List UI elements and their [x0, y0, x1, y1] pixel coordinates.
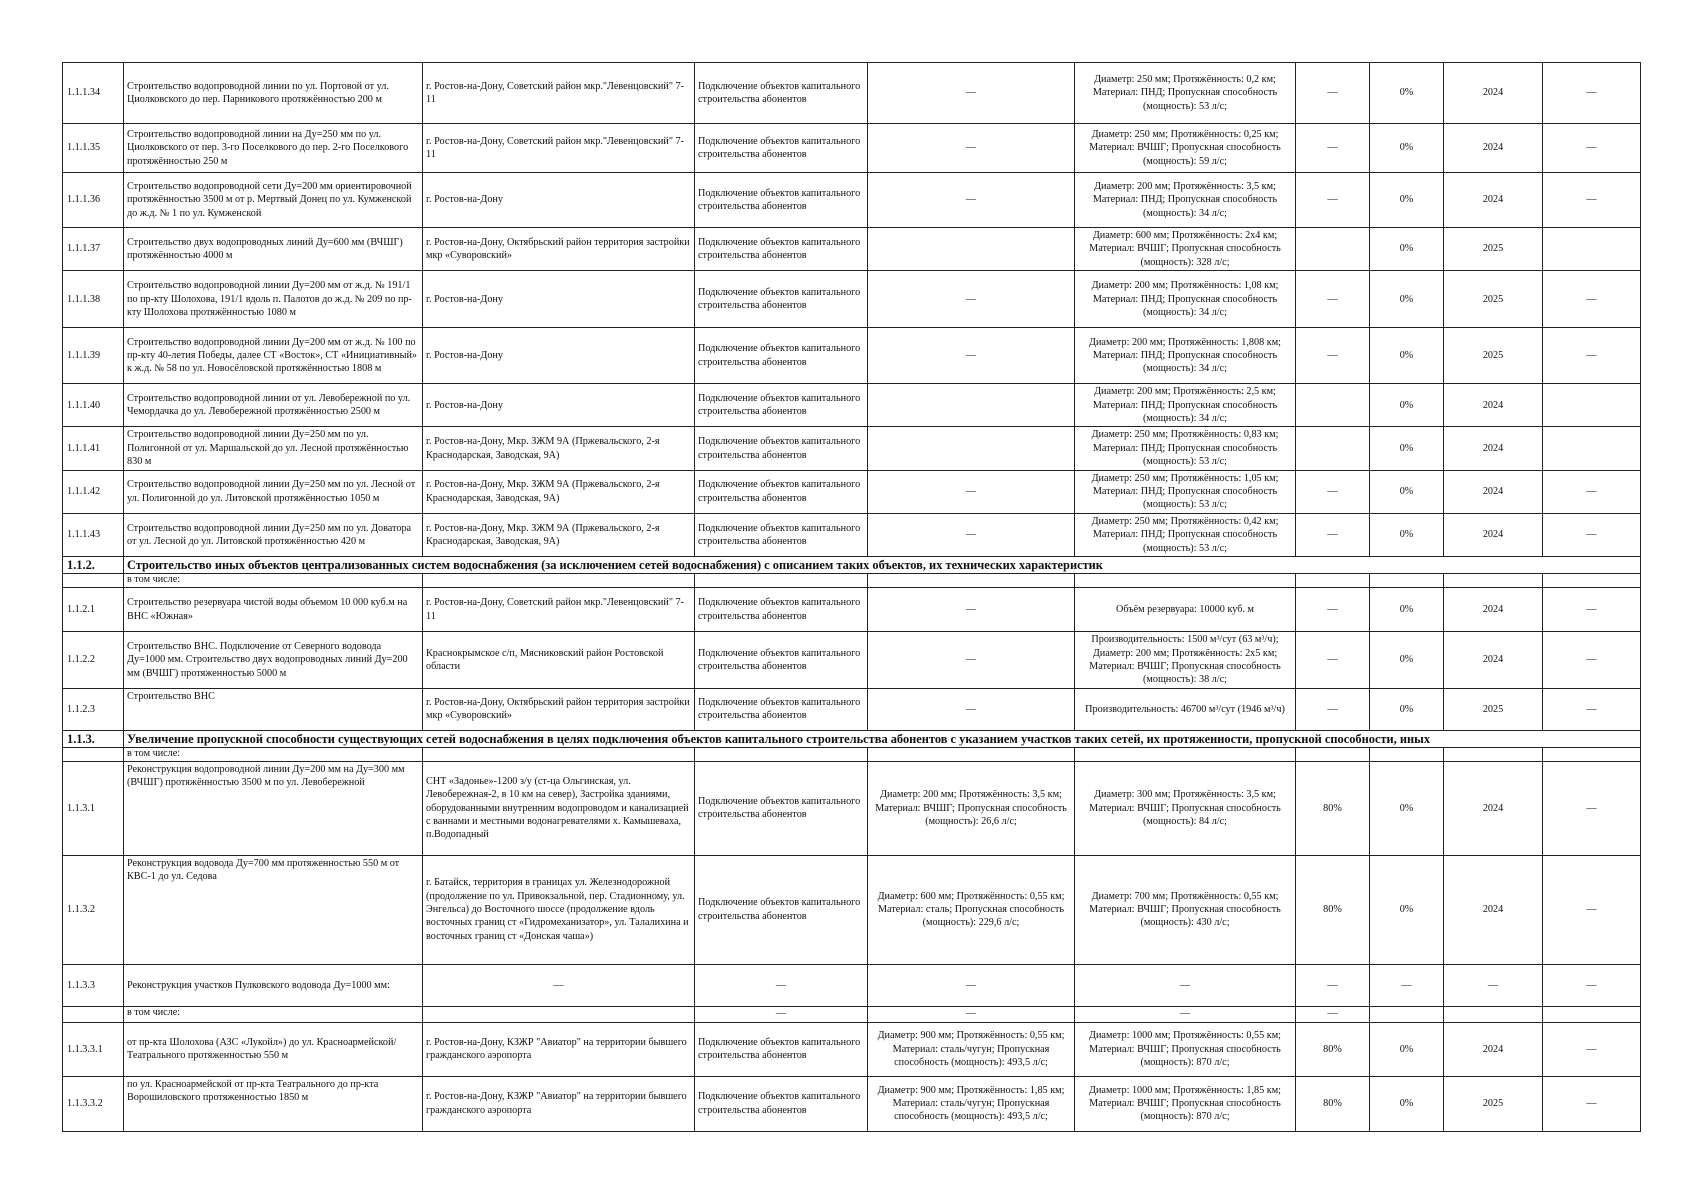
params-before-cell: — — [868, 588, 1075, 632]
params-after-cell — [1075, 574, 1296, 588]
params-after-cell: Диаметр: 1000 мм; Протяжённость: 0,55 км; Материал: ВЧШГ; Пропускная способность (мощность): 870 л/с; — [1075, 1022, 1296, 1076]
year-cell: 2024 — [1444, 513, 1543, 556]
year-cell — [1444, 747, 1543, 761]
row-number — [63, 747, 124, 761]
params-before-cell: — — [868, 124, 1075, 173]
object-name: Строительство резервуара чистой воды объемом 10 000 куб.м на ВНС «Южная» — [124, 588, 423, 632]
section-number: 1.1.2. — [63, 557, 124, 574]
wear-after-cell: 0% — [1370, 513, 1444, 556]
params-before-cell: — — [868, 470, 1075, 513]
row-number: 1.1.3.1 — [63, 761, 124, 855]
wear-after-cell: 0% — [1370, 63, 1444, 124]
wear-before-cell: — — [1296, 271, 1370, 328]
extra-cell: — — [1543, 173, 1641, 228]
row-number: 1.1.2.1 — [63, 588, 124, 632]
wear-after-cell: 0% — [1370, 384, 1444, 427]
row-number: 1.1.3.3.2 — [63, 1076, 124, 1131]
table-body — [63, 63, 1641, 1132]
params-before-cell: Диаметр: 200 мм; Протяжённость: 3,5 км; Материал: ВЧШГ; Пропускная способность (мощность): 26,6 л/с; — [868, 761, 1075, 855]
row-number: 1.1.3.3.1 — [63, 1022, 124, 1076]
row-number: 1.1.3.2 — [63, 855, 124, 964]
params-after-cell: Объём резервуара: 10000 куб. м — [1075, 588, 1296, 632]
table-row — [63, 513, 1641, 556]
purpose-cell: Подключение объектов капитального строительства абонентов — [695, 513, 868, 556]
purpose-cell: — — [695, 964, 868, 1006]
extra-cell: — — [1543, 688, 1641, 730]
extra-cell: — — [1543, 964, 1641, 1006]
object-name: Строительство водопроводной линии от ул. Левобережной по ул. Чемордачка до ул. Левобережной протяжённостью 2500 м — [124, 384, 423, 427]
object-name: Строительство двух водопроводных линий Ду=600 мм (ВЧШГ) протяжённостью 4000 м — [124, 228, 423, 271]
wear-after-cell: 0% — [1370, 632, 1444, 689]
params-before-cell: — — [868, 328, 1075, 384]
purpose-cell: Подключение объектов капитального строительства абонентов — [695, 588, 868, 632]
params-before-cell: Диаметр: 600 мм; Протяжённость: 0,55 км; Материал: сталь; Пропускная способность (мощность): 229,6 л/с; — [868, 855, 1075, 964]
extra-cell: — — [1543, 271, 1641, 328]
table-row — [63, 632, 1641, 689]
location-cell: г. Ростов-на-Дону, Октябрьский район территория застройки мкр «Суворовский» — [423, 688, 695, 730]
object-name: Строительство водопроводной линии Ду=250 мм по ул. Лесной от ул. Полигонной до ул. Литовской протяжённостью 1050 м — [124, 470, 423, 513]
table-row — [63, 427, 1641, 470]
including-row — [63, 574, 1641, 588]
location-cell: г. Ростов-на-Дону, Октябрьский район территория застройки мкр «Суворовский» — [423, 228, 695, 271]
params-before-cell — [868, 747, 1075, 761]
purpose-cell: Подключение объектов капитального строительства абонентов — [695, 124, 868, 173]
params-after-cell: — — [1075, 964, 1296, 1006]
table-row — [63, 688, 1641, 730]
location-cell: г. Ростов-на-Дону, Мкр. ЗЖМ 9А (Пржевальского, 2-я Краснодарская, Заводская, 9А) — [423, 513, 695, 556]
params-after-cell: Диаметр: 200 мм; Протяжённость: 1,08 км; Материал: ПНД; Пропускная способность (мощность): 34 л/с; — [1075, 271, 1296, 328]
table-row — [63, 384, 1641, 427]
row-number: 1.1.3.3 — [63, 964, 124, 1006]
table-row — [63, 964, 1641, 1006]
row-number: 1.1.1.41 — [63, 427, 124, 470]
params-after-cell: Диаметр: 250 мм; Протяжённость: 0,83 км; Материал: ПНД; Пропускная способность (мощность): 53 л/с; — [1075, 427, 1296, 470]
params-after-cell: Диаметр: 700 мм; Протяжённость: 0,55 км; Материал: ВЧШГ; Пропускная способность (мощность): 430 л/с; — [1075, 855, 1296, 964]
wear-before-cell: 80% — [1296, 761, 1370, 855]
params-after-cell: Диаметр: 250 мм; Протяжённость: 0,2 км; Материал: ПНД; Пропускная способность (мощность): 53 л/с; — [1075, 63, 1296, 124]
extra-cell — [1543, 228, 1641, 271]
purpose-cell: Подключение объектов капитального строительства абонентов — [695, 228, 868, 271]
params-before-cell: — — [868, 271, 1075, 328]
extra-cell: — — [1543, 1076, 1641, 1131]
params-before-cell: — — [868, 632, 1075, 689]
purpose-cell: — — [695, 1006, 868, 1022]
params-after-cell: Диаметр: 600 мм; Протяжённость: 2х4 км; Материал: ВЧШГ; Пропускная способность (мощность): 328 л/с; — [1075, 228, 1296, 271]
wear-after-cell: 0% — [1370, 173, 1444, 228]
section-title: Строительство иных объектов централизованных систем водоснабжения (за исключением сетей водоснабжения) с описанием таких объектов, их технических характеристик — [124, 557, 1641, 574]
extra-cell: — — [1543, 470, 1641, 513]
wear-after-cell: 0% — [1370, 855, 1444, 964]
year-cell: 2024 — [1444, 588, 1543, 632]
year-cell: 2025 — [1444, 228, 1543, 271]
location-cell: г. Ростов-на-Дону, КЗЖР "Авиатор" на территории бывшего гражданского аэропорта — [423, 1022, 695, 1076]
location-cell: г. Батайск, территория в границах ул. Железнодорожной (продолжение по ул. Привокзальной, пер. Стадионному, ул. Энгельса) до Восточного шоссе (продолжение вдоль восточных границ ст «Гидромеханизатор», ул. Талалихина и восточных границ ст «Донская чаша») — [423, 855, 695, 964]
object-name: Реконструкция участков Пулковского водовода Ду=1000 мм: — [124, 964, 423, 1006]
wear-before-cell: — — [1296, 124, 1370, 173]
params-before-cell: — — [868, 173, 1075, 228]
object-name: Строительство водопроводной линии Ду=250 мм по ул. Доватора от ул. Лесной до ул. Литовской протяжённостью 420 м — [124, 513, 423, 556]
year-cell — [1444, 1006, 1543, 1022]
params-after-cell — [1075, 747, 1296, 761]
wear-before-cell: — — [1296, 513, 1370, 556]
wear-before-cell: — — [1296, 588, 1370, 632]
wear-after-cell: 0% — [1370, 427, 1444, 470]
year-cell: 2024 — [1444, 173, 1543, 228]
wear-after-cell: 0% — [1370, 271, 1444, 328]
purpose-cell: Подключение объектов капитального строительства абонентов — [695, 63, 868, 124]
extra-cell — [1543, 574, 1641, 588]
including-label: в том числе: — [124, 1006, 423, 1022]
location-cell — [423, 574, 695, 588]
row-number: 1.1.1.36 — [63, 173, 124, 228]
wear-before-cell: — — [1296, 632, 1370, 689]
wear-after-cell: 0% — [1370, 588, 1444, 632]
row-number: 1.1.2.2 — [63, 632, 124, 689]
extra-cell: — — [1543, 63, 1641, 124]
purpose-cell: Подключение объектов капитального строительства абонентов — [695, 632, 868, 689]
row-number: 1.1.1.37 — [63, 228, 124, 271]
params-before-cell: Диаметр: 900 мм; Протяжённость: 0,55 км; Материал: сталь/чугун; Пропускная способность (мощность): 493,5 л/с; — [868, 1022, 1075, 1076]
row-number — [63, 574, 124, 588]
purpose-cell: Подключение объектов капитального строительства абонентов — [695, 470, 868, 513]
location-cell: г. Ростов-на-Дону — [423, 384, 695, 427]
object-name: Строительство ВНС — [124, 688, 423, 730]
location-cell: г. Ростов-на-Дону — [423, 271, 695, 328]
section-title: Увеличение пропускной способности существующих сетей водоснабжения в целях подключения объектов капитального строительства абонентов с указанием участков таких сетей, их протяженности, пропускной способности, иных — [124, 730, 1641, 747]
year-cell: 2024 — [1444, 1022, 1543, 1076]
extra-cell: — — [1543, 124, 1641, 173]
extra-cell — [1543, 1006, 1641, 1022]
year-cell: 2024 — [1444, 855, 1543, 964]
object-name: Строительство водопроводной линии Ду=250 мм по ул. Полигонной от ул. Маршальской до ул. Лесной протяжённостью 830 м — [124, 427, 423, 470]
wear-before-cell: — — [1296, 63, 1370, 124]
location-cell: г. Ростов-на-Дону — [423, 328, 695, 384]
params-after-cell: Производительность: 46700 м³/сут (1946 м³/ч) — [1075, 688, 1296, 730]
object-name: Строительство водопроводной сети Ду=200 мм ориентировочной протяжённостью 3500 м от р. Мертвый Донец по ул. Кумженской до ж.д. № 1 по ул. Кумженской — [124, 173, 423, 228]
row-number: 1.1.2.3 — [63, 688, 124, 730]
params-before-cell — [868, 228, 1075, 271]
location-cell: г. Ростов-на-Дону, Мкр. ЗЖМ 9А (Пржевальского, 2-я Краснодарская, Заводская, 9А) — [423, 470, 695, 513]
extra-cell: — — [1543, 632, 1641, 689]
params-after-cell: Диаметр: 300 мм; Протяжённость: 3,5 км; Материал: ВЧШГ; Пропускная способность (мощность): 84 л/с; — [1075, 761, 1296, 855]
purpose-cell: Подключение объектов капитального строительства абонентов — [695, 688, 868, 730]
wear-before-cell: 80% — [1296, 1022, 1370, 1076]
purpose-cell: Подключение объектов капитального строительства абонентов — [695, 855, 868, 964]
extra-cell: — — [1543, 855, 1641, 964]
wear-after-cell: 0% — [1370, 688, 1444, 730]
including-row — [63, 1006, 1641, 1022]
wear-before-cell — [1296, 427, 1370, 470]
year-cell: 2025 — [1444, 328, 1543, 384]
year-cell: 2024 — [1444, 384, 1543, 427]
extra-cell — [1543, 384, 1641, 427]
params-before-cell — [868, 574, 1075, 588]
row-number: 1.1.1.39 — [63, 328, 124, 384]
table-row — [63, 228, 1641, 271]
params-before-cell: — — [868, 63, 1075, 124]
params-before-cell: — — [868, 688, 1075, 730]
location-cell: СНТ «Задонье»-1200 з/у (ст-ца Ольгинская, ул. Левобережная-2, в 10 км на север), Застройка зданиями, оборудованными внутренним водопроводом и канализацией с ваннами и местными водонагревателями х. Камышеваха, п.Водопадный — [423, 761, 695, 855]
table-row — [63, 124, 1641, 173]
extra-cell — [1543, 427, 1641, 470]
wear-before-cell: — — [1296, 1006, 1370, 1022]
table-row — [63, 588, 1641, 632]
purpose-cell: Подключение объектов капитального строительства абонентов — [695, 761, 868, 855]
location-cell: Краснокрымское с/п, Мясниковский район Ростовской области — [423, 632, 695, 689]
year-cell — [1444, 574, 1543, 588]
object-name: Строительство водопроводной линии Ду=200 мм от ж.д. № 191/1 по пр-кту Шолохова, 191/1 вдоль п. Палотов до ж.д. № 209 по пр-кту Шолохова протяжённостью 1080 м — [124, 271, 423, 328]
including-label: в том числе: — [124, 747, 423, 761]
wear-after-cell: 0% — [1370, 470, 1444, 513]
wear-after-cell: — — [1370, 964, 1444, 1006]
row-number: 1.1.1.42 — [63, 470, 124, 513]
object-name: по ул. Красноармейской от пр-кта Театрального до пр-кта Ворошиловского протяженностью 1850 м — [124, 1076, 423, 1131]
params-after-cell: — — [1075, 1006, 1296, 1022]
wear-before-cell — [1296, 228, 1370, 271]
table-row — [63, 173, 1641, 228]
year-cell: 2024 — [1444, 761, 1543, 855]
location-cell: г. Ростов-на-Дону, Советский район мкр."Левенцовский" 7-11 — [423, 588, 695, 632]
params-before-cell: — — [868, 513, 1075, 556]
year-cell: 2024 — [1444, 124, 1543, 173]
investment-program-table — [62, 62, 1641, 1132]
table-row — [63, 1022, 1641, 1076]
wear-before-cell: 80% — [1296, 1076, 1370, 1131]
section-header-row — [63, 557, 1641, 574]
wear-after-cell: 0% — [1370, 761, 1444, 855]
extra-cell: — — [1543, 513, 1641, 556]
wear-after-cell: 0% — [1370, 1076, 1444, 1131]
wear-before-cell: — — [1296, 688, 1370, 730]
params-after-cell: Диаметр: 200 мм; Протяжённость: 1,808 км; Материал: ПНД; Пропускная способность (мощность): 34 л/с; — [1075, 328, 1296, 384]
extra-cell: — — [1543, 588, 1641, 632]
wear-before-cell: 80% — [1296, 855, 1370, 964]
wear-before-cell: — — [1296, 964, 1370, 1006]
including-label: в том числе: — [124, 574, 423, 588]
section-number: 1.1.3. — [63, 730, 124, 747]
wear-before-cell: — — [1296, 173, 1370, 228]
table-row — [63, 328, 1641, 384]
table-row — [63, 761, 1641, 855]
params-after-cell: Диаметр: 250 мм; Протяжённость: 0,42 км; Материал: ПНД; Пропускная способность (мощность): 53 л/с; — [1075, 513, 1296, 556]
location-cell — [423, 1006, 695, 1022]
wear-before-cell — [1296, 574, 1370, 588]
year-cell: 2024 — [1444, 427, 1543, 470]
params-after-cell: Производительность: 1500 м³/сут (63 м³/ч); Диаметр: 200 мм; Протяжённость: 2х5 км; Материал: ВЧШГ; Пропускная способность (мощность): 38 л/с; — [1075, 632, 1296, 689]
purpose-cell — [695, 747, 868, 761]
location-cell: — — [423, 964, 695, 1006]
location-cell: г. Ростов-на-Дону — [423, 173, 695, 228]
purpose-cell: Подключение объектов капитального строительства абонентов — [695, 1022, 868, 1076]
object-name: Строительство водопроводной линии Ду=200 мм от ж.д. № 100 по пр-кту 40-летия Победы, далее СТ «Восток», СТ «Инициативный» к ж.д. № 58 по ул. Новосёловской протяжённостью 1808 м — [124, 328, 423, 384]
params-before-cell: Диаметр: 900 мм; Протяжённость: 1,85 км; Материал: сталь/чугун; Пропускная способность (мощность): 493,5 л/с; — [868, 1076, 1075, 1131]
purpose-cell: Подключение объектов капитального строительства абонентов — [695, 173, 868, 228]
object-name: от пр-кта Шолохова (АЗС «Лукойл») до ул. Красноармейской/Театрального протяженностью 550 м — [124, 1022, 423, 1076]
location-cell: г. Ростов-на-Дону, Советский район мкр."Левенцовский" 7-11 — [423, 63, 695, 124]
purpose-cell: Подключение объектов капитального строительства абонентов — [695, 427, 868, 470]
object-name: Реконструкция водовода Ду=700 мм протяженностью 550 м от КВС-1 до ул. Седова — [124, 855, 423, 964]
params-after-cell: Диаметр: 250 мм; Протяжённость: 0,25 км; Материал: ВЧШГ; Пропускная способность (мощность): 59 л/с; — [1075, 124, 1296, 173]
object-name: Строительство водопроводной линии на Ду=250 мм по ул. Циолковского от пер. 3-го Поселкового до пер. 2-го Поселкового протяжённостью 250 м — [124, 124, 423, 173]
wear-after-cell — [1370, 574, 1444, 588]
year-cell: — — [1444, 964, 1543, 1006]
purpose-cell: Подключение объектов капитального строительства абонентов — [695, 1076, 868, 1131]
table-row — [63, 63, 1641, 124]
location-cell — [423, 747, 695, 761]
extra-cell: — — [1543, 1022, 1641, 1076]
year-cell: 2025 — [1444, 1076, 1543, 1131]
params-before-cell — [868, 427, 1075, 470]
wear-before-cell: — — [1296, 328, 1370, 384]
extra-cell: — — [1543, 328, 1641, 384]
params-after-cell: Диаметр: 1000 мм; Протяжённость: 1,85 км; Материал: ВЧШГ; Пропускная способность (мощность): 870 л/с; — [1075, 1076, 1296, 1131]
params-before-cell: — — [868, 964, 1075, 1006]
purpose-cell: Подключение объектов капитального строительства абонентов — [695, 271, 868, 328]
row-number: 1.1.1.38 — [63, 271, 124, 328]
wear-after-cell: 0% — [1370, 1022, 1444, 1076]
row-number — [63, 1006, 124, 1022]
row-number: 1.1.1.35 — [63, 124, 124, 173]
year-cell: 2025 — [1444, 688, 1543, 730]
wear-after-cell: 0% — [1370, 124, 1444, 173]
params-after-cell: Диаметр: 200 мм; Протяжённость: 3,5 км; Материал: ПНД; Пропускная способность (мощность): 34 л/с; — [1075, 173, 1296, 228]
section-header-row — [63, 730, 1641, 747]
wear-before-cell: — — [1296, 470, 1370, 513]
wear-before-cell — [1296, 384, 1370, 427]
params-before-cell — [868, 384, 1075, 427]
object-name: Строительство ВНС. Подключение от Северного водовода Ду=1000 мм. Строительство двух водопроводных линий Ду=200 мм (ВЧШГ) протяженностью 5000 м — [124, 632, 423, 689]
wear-after-cell — [1370, 747, 1444, 761]
wear-before-cell — [1296, 747, 1370, 761]
location-cell: г. Ростов-на-Дону, Мкр. ЗЖМ 9А (Пржевальского, 2-я Краснодарская, Заводская, 9А) — [423, 427, 695, 470]
params-after-cell: Диаметр: 200 мм; Протяжённость: 2,5 км; Материал: ПНД; Пропускная способность (мощность): 34 л/с; — [1075, 384, 1296, 427]
year-cell: 2024 — [1444, 632, 1543, 689]
location-cell: г. Ростов-на-Дону, Советский район мкр."Левенцовский" 7-11 — [423, 124, 695, 173]
extra-cell: — — [1543, 761, 1641, 855]
purpose-cell — [695, 574, 868, 588]
year-cell: 2025 — [1444, 271, 1543, 328]
purpose-cell: Подключение объектов капитального строительства абонентов — [695, 328, 868, 384]
params-before-cell: — — [868, 1006, 1075, 1022]
row-number: 1.1.1.43 — [63, 513, 124, 556]
location-cell: г. Ростов-на-Дону, КЗЖР "Авиатор" на территории бывшего гражданского аэропорта — [423, 1076, 695, 1131]
object-name: Строительство водопроводной линии по ул. Портовой от ул. Циолковского до пер. Парникового протяжённостью 200 м — [124, 63, 423, 124]
table-row — [63, 855, 1641, 964]
params-after-cell: Диаметр: 250 мм; Протяжённость: 1,05 км; Материал: ПНД; Пропускная способность (мощность): 53 л/с; — [1075, 470, 1296, 513]
wear-after-cell — [1370, 1006, 1444, 1022]
table-row — [63, 1076, 1641, 1131]
object-name: Реконструкция водопроводной линии Ду=200 мм на Ду=300 мм (ВЧШГ) протяжённостью 3500 м по ул. Левобережной — [124, 761, 423, 855]
row-number: 1.1.1.40 — [63, 384, 124, 427]
including-row — [63, 747, 1641, 761]
wear-after-cell: 0% — [1370, 228, 1444, 271]
year-cell: 2024 — [1444, 63, 1543, 124]
table-row — [63, 470, 1641, 513]
wear-after-cell: 0% — [1370, 328, 1444, 384]
row-number: 1.1.1.34 — [63, 63, 124, 124]
extra-cell — [1543, 747, 1641, 761]
purpose-cell: Подключение объектов капитального строительства абонентов — [695, 384, 868, 427]
year-cell: 2024 — [1444, 470, 1543, 513]
table-row — [63, 271, 1641, 328]
